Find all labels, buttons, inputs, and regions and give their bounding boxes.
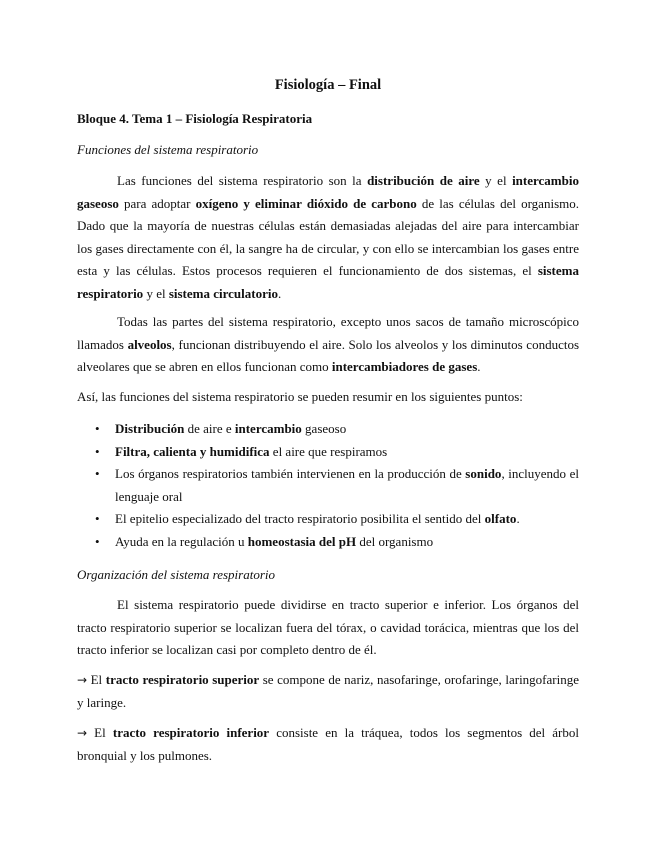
paragraph-tracto-superior — [77, 669, 579, 714]
bold-run: oxígeno y eliminar dióxido de carbono — [195, 195, 417, 211]
bold-run: Filtra, calienta y humidifica — [115, 443, 270, 459]
paragraph-tracto-inferior — [77, 722, 579, 767]
text-run: de las células del organismo. Dado que la mayoría de nuestras células están demasiadas alejadas del aire para intercambiar los gases directamente con él, la sangre ha de circular, y con ello se intercambian los gases entre esta y las células. Estos procesos requieren el funcionamiento de dos sistemas, el — [77, 195, 579, 279]
arrow-right-icon: → — [77, 673, 88, 687]
text-run: , incluyendo el lenguaje oral — [115, 466, 579, 504]
text-run: Ayuda en la regulación u — [115, 533, 248, 549]
text-run: El — [87, 725, 113, 740]
text-run: El — [87, 672, 106, 687]
document-title: Fisiología – Final — [274, 77, 382, 93]
bullet-icon: • — [95, 443, 100, 459]
bullet-icon: • — [95, 466, 100, 482]
bold-run: tracto respiratorio inferior — [112, 725, 270, 740]
bullet-icon: • — [95, 511, 100, 527]
text-run: consiste en la tráquea, todos los segmentos del árbol bronquial y los pulmones. — [77, 725, 579, 763]
text-run: , funcionan distribuyendo el aire. Solo los alveolos y los diminutos conductos alveolares que se abren en ellos funcionan como — [77, 336, 580, 375]
bold-run: tracto respiratorio superior — [105, 672, 260, 687]
bullet-icon: • — [95, 421, 100, 436]
bold-run: distribución de aire — [367, 173, 480, 188]
function-list — [77, 418, 579, 554]
list-item — [77, 508, 579, 531]
subheading-organizacion: Organización del sistema respiratorio — [77, 567, 276, 582]
text-run: gaseoso — [301, 421, 347, 436]
paragraph-organizacion: El sistema respiratorio puede dividirse en tracto superior e inferior. Los órganos del tracto respiratorio superior se localizan fuera del tórax, o cavidad torácica, mientras que los del tracto inferior se localizan casi por completo dentro de él. — [77, 597, 579, 658]
text-run: . — [516, 511, 520, 527]
bold-run: alveolos — [127, 336, 172, 352]
text-run: Todas las partes del sistema respiratorio, excepto unos sacos de tamaño microscópico llamados — [77, 314, 579, 352]
paragraph-alveolos — [77, 311, 579, 379]
list-item — [77, 441, 579, 464]
text-run: Las funciones del sistema respiratorio son la — [117, 173, 368, 188]
text-run: del organismo — [356, 533, 434, 549]
text-run: y el — [143, 285, 169, 301]
text-run: de aire e — [184, 421, 235, 436]
arrow-right-icon: → — [77, 726, 88, 740]
text-run: El epitelio especializado del tracto respiratorio posibilita el sentido del — [115, 511, 485, 527]
section-heading: Bloque 4. Tema 1 – Fisiología Respiratoria — [77, 111, 313, 126]
text-run: se compone de nariz, nasofaringe, orofaringe, laringofaringe y laringe. — [77, 672, 579, 710]
bold-run: Distribución — [115, 421, 185, 436]
text-run: el aire que respiramos — [269, 443, 388, 459]
text-run: Los órganos respiratorios también intervienen en la producción de — [115, 466, 466, 482]
bold-run: olfato — [484, 511, 517, 527]
text-run: para adoptar — [118, 195, 196, 211]
bold-run: homeostasia del pH — [247, 533, 357, 549]
bold-run: sistema circulatorio — [168, 285, 278, 301]
text-run: . — [477, 359, 481, 375]
bullet-icon: • — [95, 533, 100, 549]
text-run: y el — [479, 173, 513, 188]
bold-run: intercambiadores de gases — [331, 359, 478, 375]
list-item — [77, 531, 579, 554]
list-item — [77, 463, 579, 508]
bold-run: sistema respiratorio — [77, 263, 579, 301]
text-run: . — [277, 285, 282, 301]
bold-run: sonido — [465, 466, 502, 482]
list-item — [77, 418, 579, 441]
bold-run: intercambio gaseoso — [77, 173, 579, 211]
subheading-funciones: Funciones del sistema respiratorio — [77, 142, 259, 157]
bold-run: intercambio — [234, 421, 302, 436]
paragraph-resumen: Así, las funciones del sistema respiratorio se pueden resumir en los siguientes puntos: — [77, 389, 523, 404]
paragraph-funciones — [77, 170, 579, 306]
